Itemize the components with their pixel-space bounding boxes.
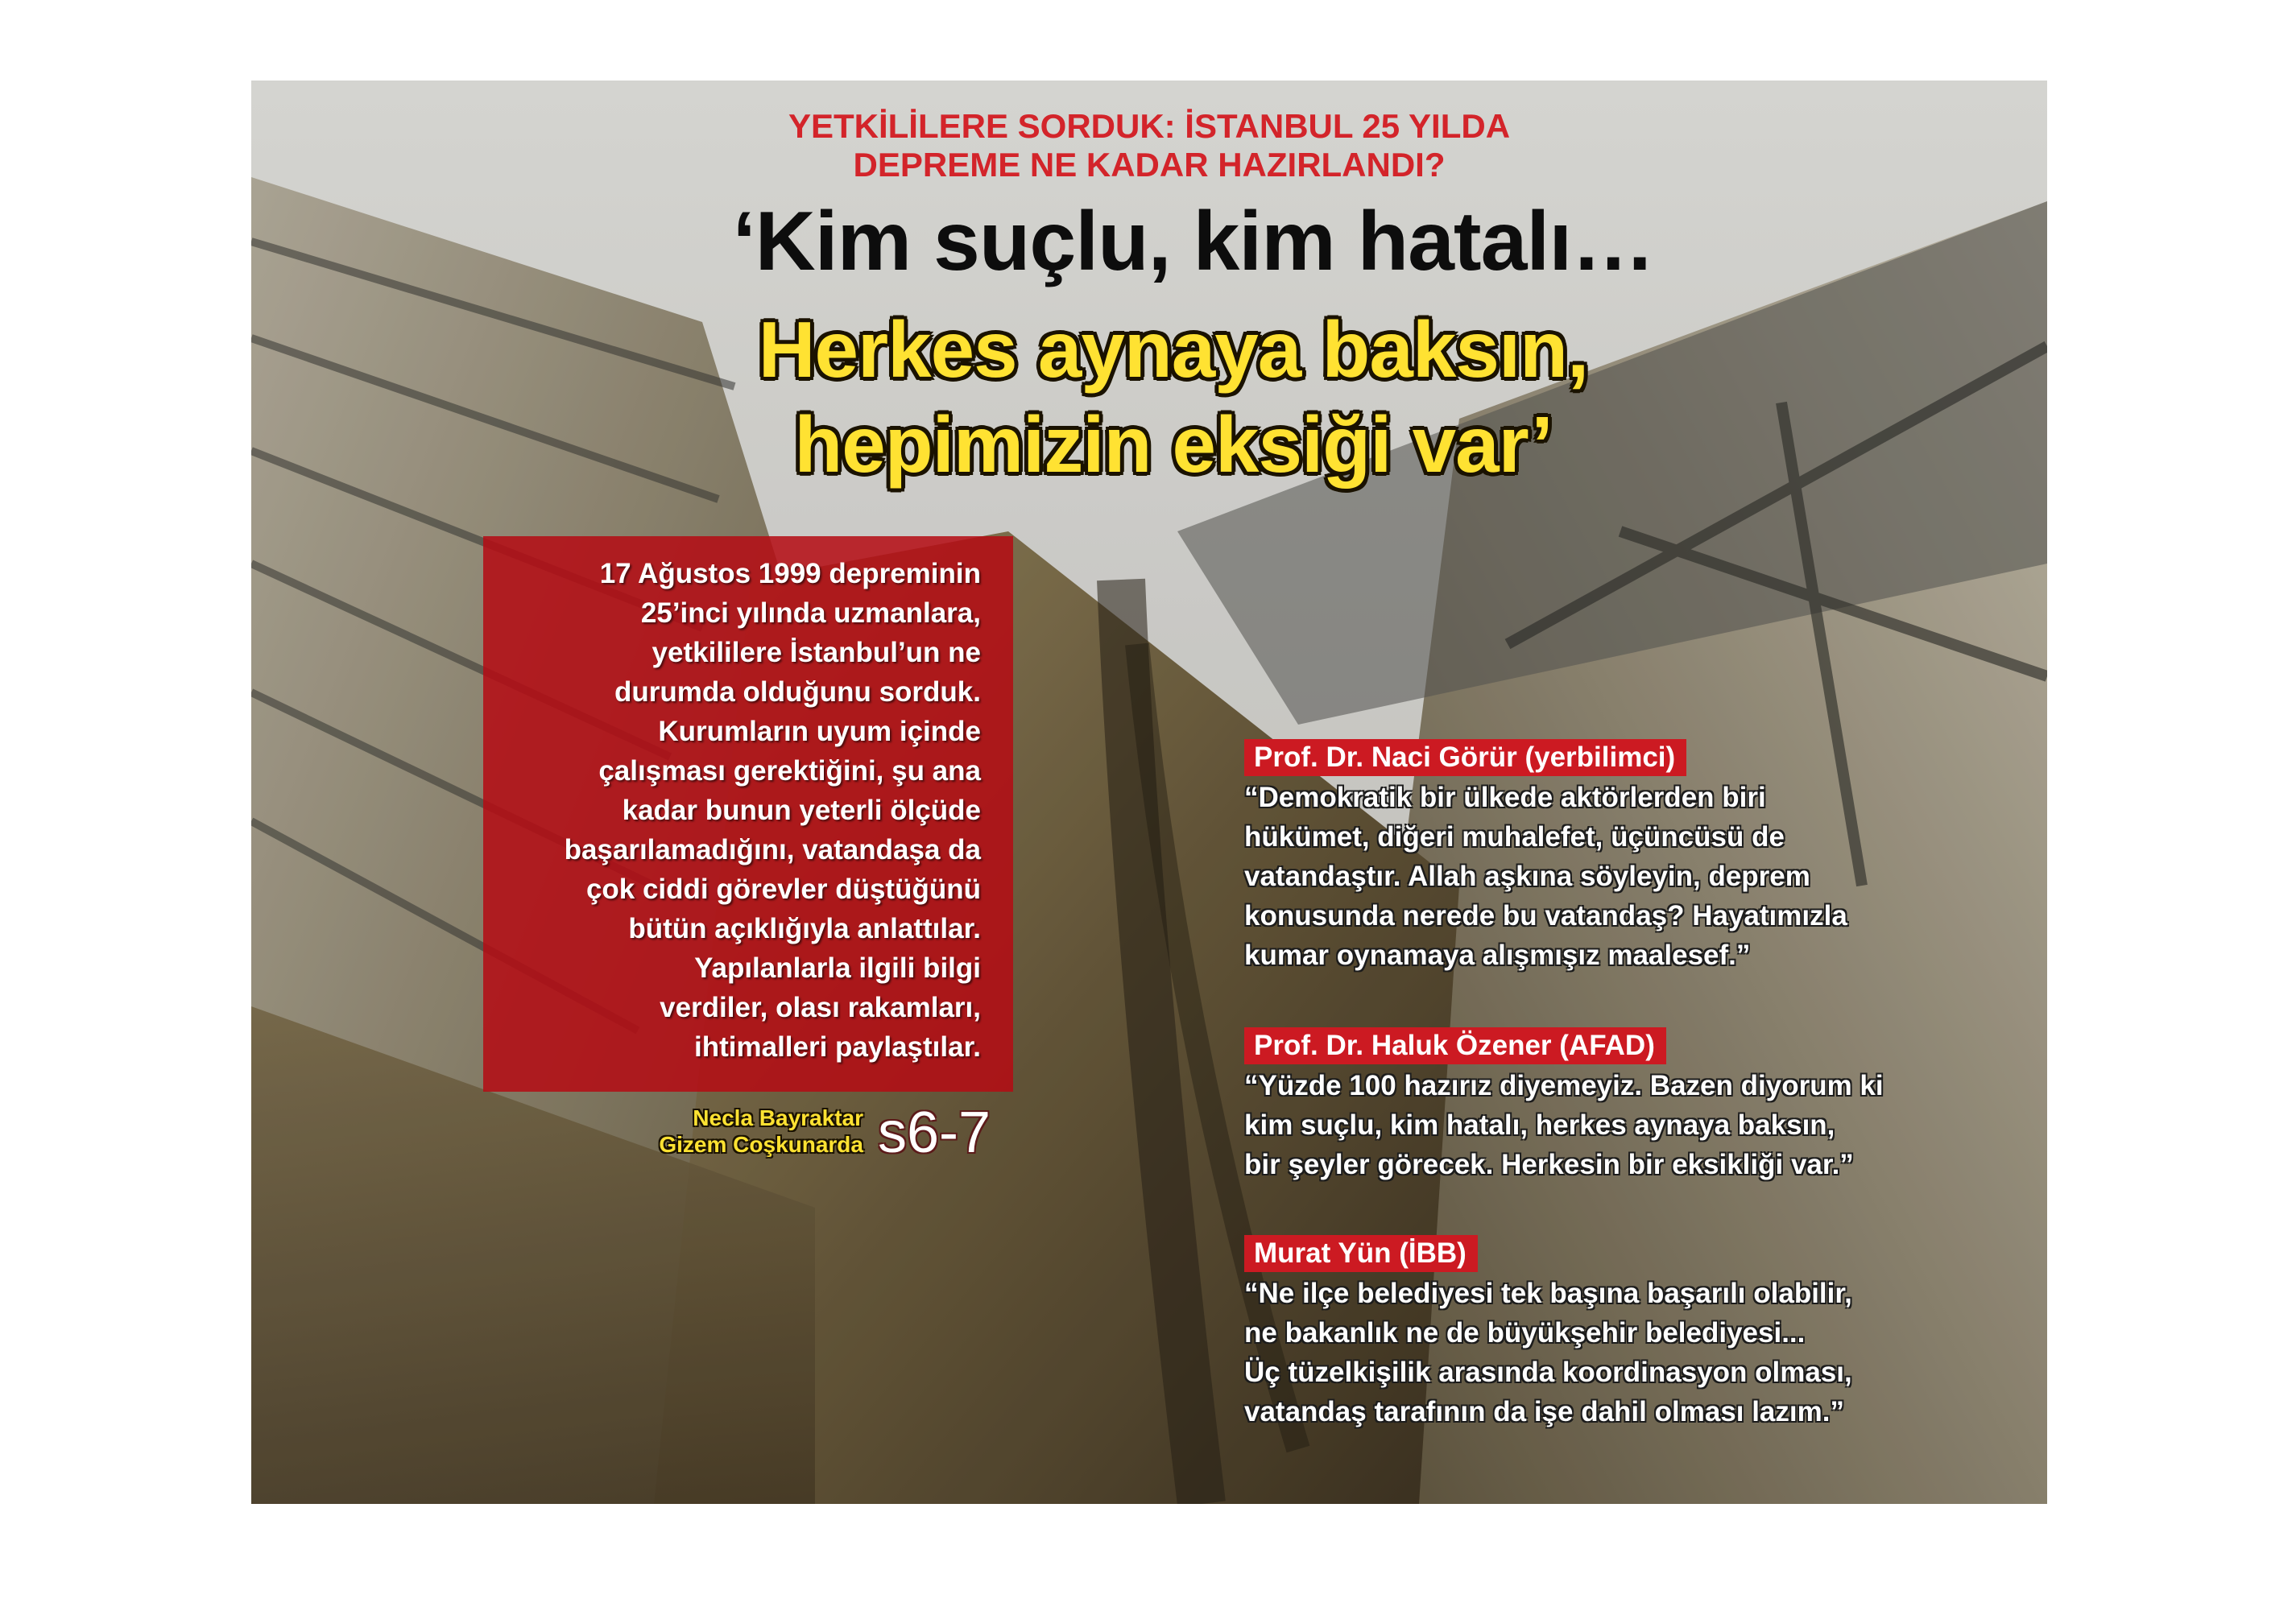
kicker-line-1: YETKİLİLERE SORDUK: İSTANBUL 25 YILDA (788, 107, 1511, 145)
speaker-quote (1244, 778, 1847, 975)
headline-line-3: hepimizin eksiği var’ (794, 400, 1553, 489)
intro-line: Kurumların uyum içinde (658, 716, 981, 747)
speaker-yun (1244, 1235, 1852, 1431)
byline (598, 1105, 863, 1158)
speaker-quote (1244, 1274, 1852, 1431)
intro-line: verdiler, olası rakamları, (660, 992, 981, 1023)
headline-yellow (590, 302, 1757, 492)
intro-line: durumda olduğunu sorduk. (614, 676, 981, 708)
headline-line-2: Herkes aynaya baksın, (758, 305, 1589, 394)
quote-line: bir şeyler görecek. Herkesin bir eksikliği var.” (1244, 1149, 1854, 1180)
speaker-name-label: Prof. Dr. Haluk Özener (AFAD) (1244, 1027, 1666, 1064)
kicker (251, 107, 2047, 184)
quote-line: “Demokratik bir ülkede aktörlerden biri (1244, 782, 1766, 813)
headline-line-1: ‘Kim suçlu, kim hatalı… (732, 195, 1655, 288)
intro-line: 25’inci yılında uzmanlara, (640, 597, 981, 629)
speaker-name-label: Prof. Dr. Naci Görür (yerbilimci) (1244, 739, 1686, 776)
intro-line: kadar bunun yeterli ölçüde (622, 795, 981, 826)
intro-line: yetkililere İstanbul’un ne (652, 637, 981, 668)
intro-line: bütün açıklığıyla anlattılar. (628, 913, 981, 944)
newspaper-clipping (251, 81, 2047, 1504)
quote-line: hükümet, diğeri muhalefet, üçüncüsü de (1244, 821, 1785, 853)
quote-line: kumar oynamaya alışmışız maalesef.” (1244, 940, 1751, 971)
intro-line: çalışması gerektiğini, şu ana (598, 755, 981, 787)
quote-line: kim suçlu, kim hatalı, herkes aynaya baksın, (1244, 1109, 1835, 1141)
speaker-name-label: Murat Yün (İBB) (1244, 1235, 1478, 1272)
quote-line: konusunda nerede bu vatandaş? Hayatımızla (1244, 900, 1847, 931)
speaker-quote (1244, 1066, 1884, 1184)
intro-line: Yapılanlarla ilgili bilgi (694, 952, 981, 984)
intro-text (498, 554, 981, 1067)
quote-line: vatandaştır. Allah aşkına söyleyin, deprem (1244, 861, 1810, 892)
quote-line: vatandaş tarafının da işe dahil olması lazım.” (1244, 1396, 1844, 1427)
byline-author-1: Necla Bayraktar (693, 1105, 863, 1130)
quote-line: ne bakanlık ne de büyükşehir belediyesi... (1244, 1317, 1806, 1349)
byline-author-2: Gizem Coşkunarda (659, 1132, 863, 1157)
quote-line: “Yüzde 100 hazırız diyemeyiz. Bazen diyorum ki (1244, 1070, 1884, 1101)
intro-line: başarılamadığını, vatandaşa da (564, 834, 981, 865)
speaker-gorur (1244, 739, 1847, 975)
kicker-line-2: DEPREME NE KADAR HAZIRLANDI? (853, 146, 1446, 184)
page-reference: s6-7 (878, 1101, 991, 1165)
intro-box (483, 536, 1013, 1092)
intro-line: 17 Ağustos 1999 depreminin (599, 558, 981, 589)
quote-line: “Ne ilçe belediyesi tek başına başarılı olabilir, (1244, 1278, 1852, 1309)
speaker-ozener (1244, 1027, 1884, 1184)
intro-line: çok ciddi görevler düştüğünü (585, 874, 981, 905)
quote-line: Üç tüzelkişilik arasında koordinasyon olması, (1244, 1357, 1852, 1388)
intro-line: ihtimalleri paylaştılar. (694, 1031, 981, 1063)
